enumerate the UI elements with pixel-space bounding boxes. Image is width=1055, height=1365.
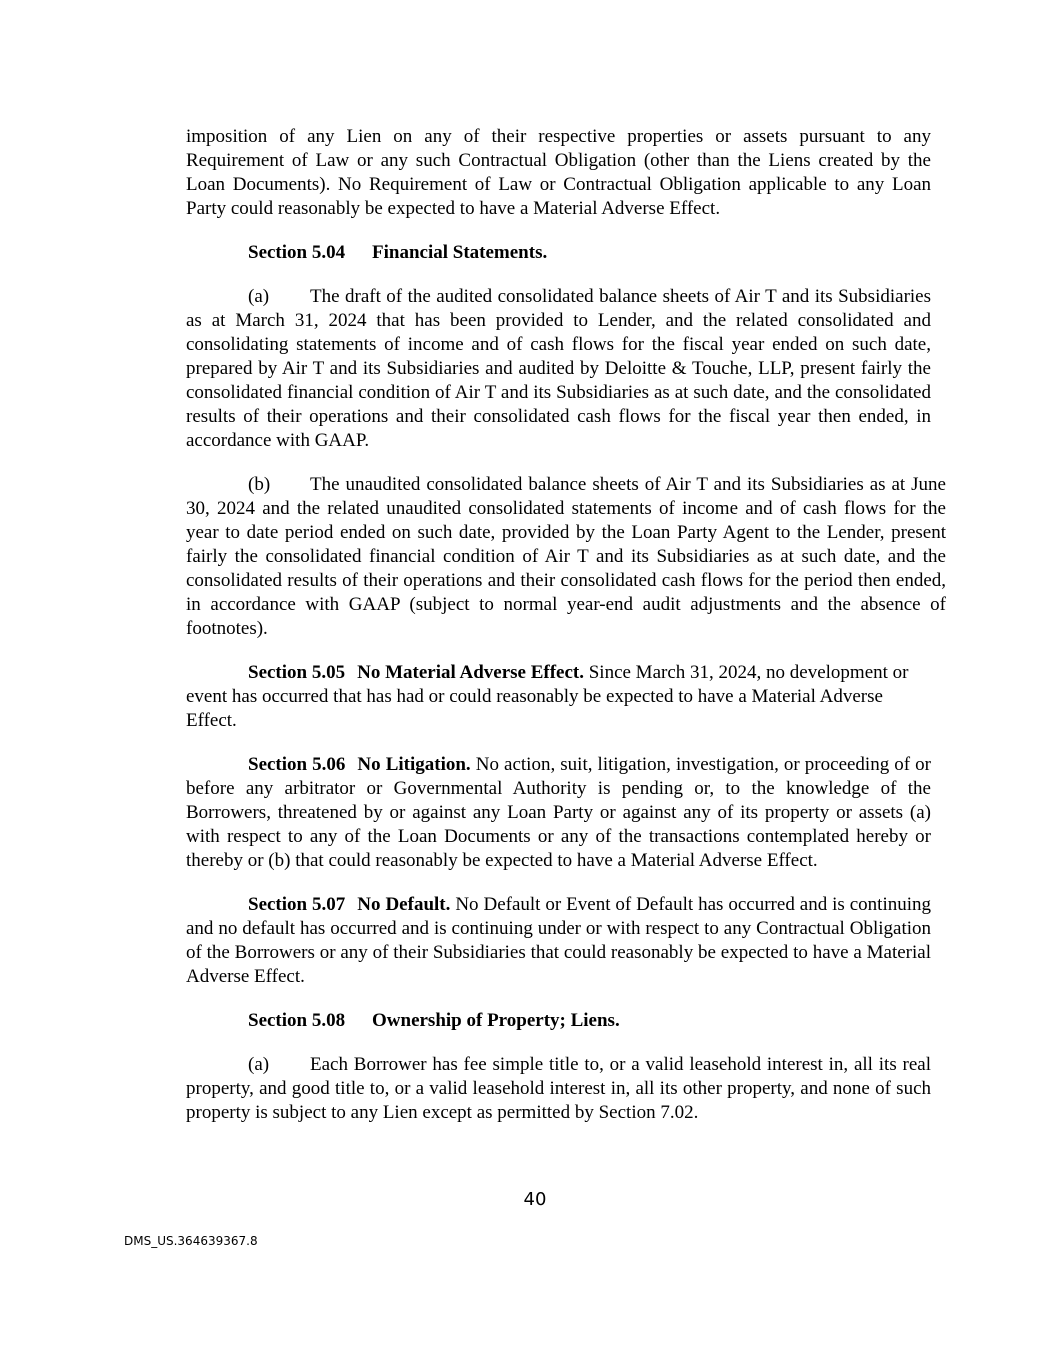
section-text: No action, suit, litigation, investigation, or proceeding of or before any arbitrator or Governmental Authority is pending or, to the knowledge of the Borrowers, threatened by or against any Loan Party or against any of its property or assets (a) with respect to any of the Loan Documents or any of the transactions contemplated hereby or thereby or (b) that could reasonably be expected to have a Material Adverse Effect. [186,754,931,871]
clause-text: The draft of the audited consolidated balance sheets of Air T and its Subsidiaries as at March 31, 2024 that has been provided to Lender, and the related consolidated and consolidating statements of income and of cash flows for the fiscal year ended on such date, prepared by Air T and its Subsidiaries and audited by Deloitte & Touche, LLP, present fairly the consolidated financial condition of Air T and its Subsidiaries as at such date, and the consolidated results of their operations and their consolidated cash flows for the fiscal year then ended, in accordance with GAAP. [186,286,931,451]
section-title: Ownership of Property; Liens. [372,1010,620,1031]
section-5-04-b-paragraph [186,473,946,641]
section-title: No Litigation. [357,754,471,775]
section-5-07-paragraph [186,893,931,989]
section-5-05-paragraph [186,661,921,733]
section-5-08-a-paragraph [186,1053,931,1125]
section-number: Section 5.04 [248,242,346,263]
section-number: Section 5.07 [248,894,346,915]
clause-label: (a) [248,1054,270,1075]
section-number: Section 5.05 [248,662,346,683]
clause-label: (b) [248,474,271,495]
section-text: Since March 31, 2024, no development or event has occurred that has had or could reasonably be expected to have a Material Adverse Effect. [186,662,909,731]
section-title: Financial Statements. [372,242,548,263]
section-title: No Default. [357,894,451,915]
section-text: No Default or Event of Default has occurred and is continuing and no default has occurred and is continuing under or with respect to any Contractual Obligation of the Borrowers or any of their Subsidiaries that could reasonably be expected to have a Material Adverse Effect. [186,894,932,987]
clause-text: Each Borrower has fee simple title to, or a valid leasehold interest in, all its real property, and good title to, or a valid leasehold interest in, all its other property, and none of such property is subject to any Lien except as permitted by Section 7.02. [186,1054,931,1123]
section-number: Section 5.08 [248,1010,346,1031]
clause-label: (a) [248,286,270,307]
section-5-04-heading [248,241,931,265]
section-5-06-paragraph [186,753,931,873]
section-title: No Material Adverse Effect. [357,662,584,683]
section-5-08-heading [248,1009,931,1033]
document-id: DMS_US.364639367.8 [124,1234,258,1248]
section-number: Section 5.06 [248,754,346,775]
carryover-paragraph: imposition of any Lien on any of their respective properties or assets pursuant to any Requirement of Law or any such Contractual Obligation (other than the Liens created by the Loan Documents). No Requirement of Law or Contractual Obligation applicable to any Loan Party could reasonably be expected to have a Material Adverse Effect. [186,126,931,219]
page-number: 40 [523,1189,547,1210]
section-5-04-a-paragraph [186,285,931,453]
clause-text: The unaudited consolidated balance sheets of Air T and its Subsidiaries as at June 30, 2024 and the related unaudited consolidated statements of income and of cash flows for the year to date period ended on such date, provided by the Loan Party Agent to the Lender, present fairly the consolidated financial condition of Air T and its Subsidiaries as at such date, and the consolidated results of their operations and their consolidated cash flows for the period then ended, in accordance with GAAP (subject to normal year-end audit adjustments and the absence of footnotes). [186,474,946,639]
page-body [186,125,946,1145]
